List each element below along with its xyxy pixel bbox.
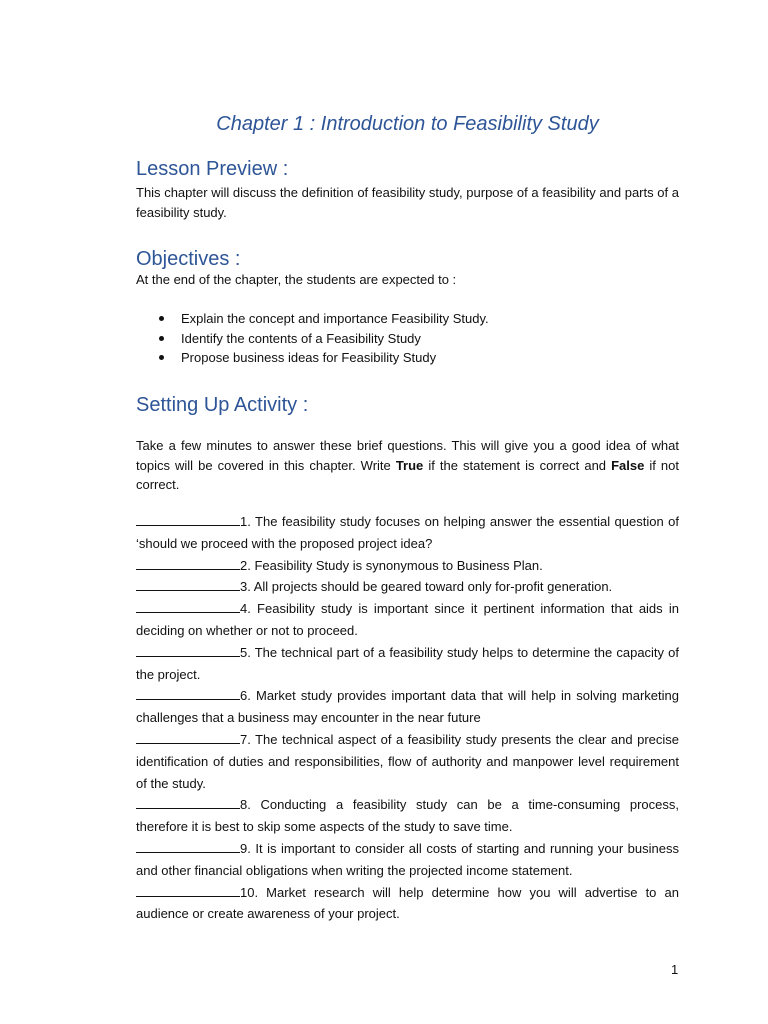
question-item (136, 794, 679, 838)
question-item (136, 642, 679, 686)
answer-blank[interactable] (136, 644, 240, 657)
answer-blank[interactable] (136, 513, 240, 526)
activity-intro-text: if the statement is correct and (423, 457, 612, 473)
question-text: 9. It is important to consider all costs of starting and running your business and other financial obligations when writing the projected income statement. (136, 840, 679, 878)
question-text: 4. Feasibility study is important since it pertinent information that aids in deciding on whether or not to proceed. (136, 601, 679, 638)
objective-item: Identify the contents of a Feasibility Study (136, 329, 489, 349)
answer-blank[interactable] (136, 731, 240, 744)
question-item (136, 729, 679, 794)
page-number: 1 (671, 962, 679, 977)
true-word: True (395, 457, 424, 473)
answer-blank[interactable] (136, 687, 240, 700)
objectives-list (136, 309, 489, 368)
question-text: 5. The technical part of a feasibility study helps to determine the capacity of the project. (136, 644, 679, 682)
question-item (136, 882, 679, 926)
activity-intro-text: Take a few minutes to answer these brief questions. This will give you a good idea of what topics will be covered in this chapter. Write (136, 438, 679, 473)
question-text: 6. Market study provides important data that will help in solving marketing challenges that a business may encounter in the near future (136, 688, 679, 726)
objectives-intro: At the end of the chapter, the students are expected to : (136, 272, 457, 287)
question-text: 3. All projects should be geared toward only for-profit generation. (240, 579, 613, 595)
objectives-heading: Objectives : (136, 248, 241, 270)
lesson-preview-heading: Lesson Preview : (136, 158, 289, 180)
question-list (136, 511, 679, 925)
objective-item: Explain the concept and importance Feasibility Study. (136, 309, 489, 329)
activity-heading: Setting Up Activity : (136, 394, 309, 416)
question-text: 10. Market research will help determine how you will advertise to an audience or create awareness of your project. (136, 884, 679, 922)
question-item (136, 685, 679, 729)
question-text: 2. Feasibility Study is synonymous to Business Plan. (240, 557, 543, 573)
answer-blank[interactable] (136, 557, 240, 570)
answer-blank[interactable] (136, 600, 240, 613)
objective-item: Propose business ideas for Feasibility Study (136, 348, 489, 368)
question-text: 7. The technical aspect of a feasibility study presents the clear and precise identification of duties and responsibilities, flow of authority and manpower level requirement of the study. (136, 731, 679, 791)
answer-blank[interactable] (136, 840, 240, 853)
lesson-preview-text: This chapter will discuss the definition of feasibility study, purpose of a feasibility and parts of a feasibility study. (136, 185, 679, 220)
question-text: 8. Conducting a feasibility study can be a time-consuming process, therefore it is best to skip some aspects of the study to save time. (136, 797, 679, 835)
answer-blank[interactable] (136, 884, 240, 897)
question-item (136, 598, 679, 642)
question-item (136, 576, 679, 598)
answer-blank[interactable] (136, 578, 240, 591)
answer-blank[interactable] (136, 796, 240, 809)
chapter-title: Chapter 1 : Introduction to Feasibility Study (216, 113, 599, 135)
question-item (136, 838, 679, 882)
question-item (136, 511, 679, 555)
activity-intro-text: if not correct. (136, 457, 679, 492)
question-text: 1. The feasibility study focuses on helping answer the essential question of ‘should we proceed with the proposed project idea? (136, 514, 679, 551)
activity-intro (136, 436, 679, 495)
question-item (136, 555, 679, 577)
false-word: False (611, 457, 645, 473)
